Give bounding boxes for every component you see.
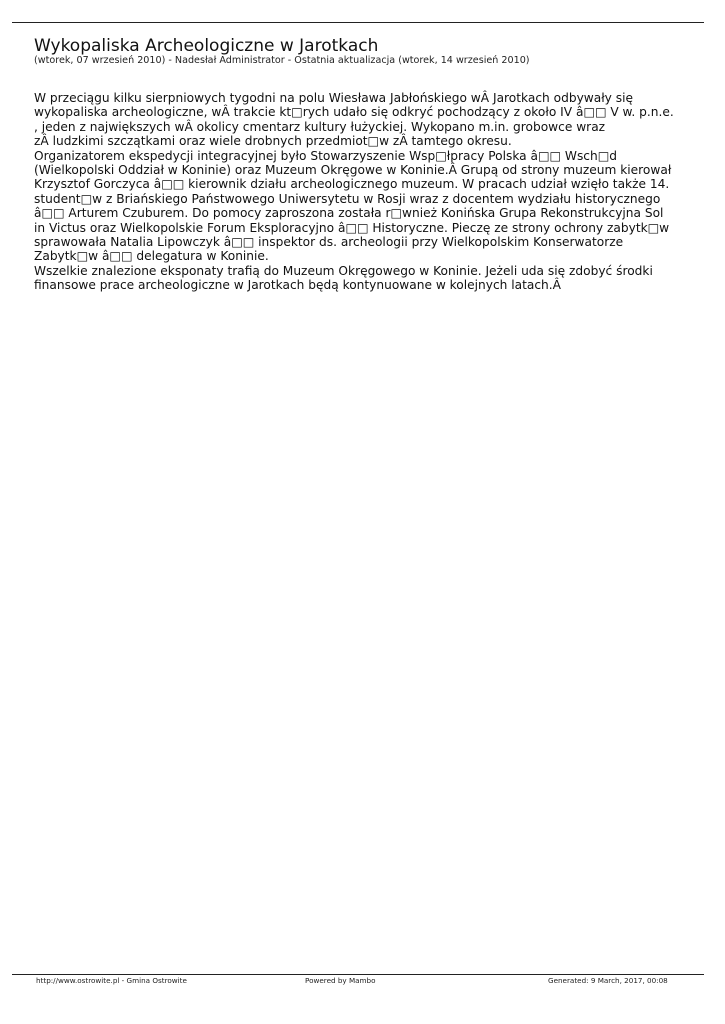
footer-rule [12, 974, 704, 975]
article-title: Wykopaliska Archeologiczne w Jarotkach [34, 36, 379, 56]
footer-generated-date: Generated: 9 March, 2017, 00:08 [548, 976, 668, 985]
article-body [34, 91, 694, 293]
body-line: wykopaliska archeologiczne, wÂ trakcie kt□rych udało się odkryć pochodzący z około IV â□□ V w. p.n.e. [34, 105, 674, 120]
body-line: W przeciągu kilku sierpniowych tygodni na polu Wiesława Jabłońskiego wÂ Jarotkach odbywały się [34, 91, 633, 105]
body-line: Krzysztof Gorczyca â□□ kierownik działu archeologicznego muzeum. W pracach udział wzięło także 14. [34, 177, 670, 192]
footer-site-link[interactable]: http://www.ostrowite.pl - Gmina Ostrowite [36, 976, 187, 985]
body-line: Organizatorem ekspedycji integracyjnej było Stowarzyszenie Wsp□łpracy Polska â□□ Wsch□d [34, 148, 617, 163]
article-meta: (wtorek, 07 wrzesień 2010) - Nadesłał Administrator - Ostatnia aktualizacja (wtorek, 14 wrzesień 2010) [34, 55, 530, 66]
body-line: student□w z Briańskiego Państwowego Uniwersytetu w Rosji wraz z docentem wydziału historycznego [34, 191, 661, 206]
body-line: Wszelkie znalezione eksponaty trafią do Muzeum Okręgowego w Koninie. Jeżeli uda się zdobyć środki [34, 263, 653, 278]
body-line: (Wielkopolski Oddział w Koninie) oraz Muzeum Okręgowe w Koninie.Â Grupą od strony muzeum kierował [34, 163, 672, 178]
header-rule [12, 22, 704, 23]
body-line: , jeden z największych wÂ okolicy cmentarz kultury łużyckiej. Wykopano m.in. grobowce wraz [34, 119, 606, 134]
body-line: â□□ Arturem Czuburem. Do pomocy zaproszona została r□wnież Konińska Grupa Rekonstrukcyjna Sol [34, 206, 664, 221]
body-line: finansowe prace archeologiczne w Jarotkach będą kontynuowane w kolejnych latach.Â [34, 278, 561, 293]
body-line: in Victus oraz Wielkopolskie Forum Eksploracyjno â□□ Historyczne. Pieczę ze strony ochrony zabytk□w [34, 220, 670, 235]
footer-powered-by: Powered by Mambo [305, 976, 376, 985]
body-line: Zabytk□w â□□ delegatura w Koninie. [34, 249, 269, 264]
body-line: sprawowała Natalia Lipowczyk â□□ inspektor ds. archeologii przy Wielkopolskim Konserwatorze [34, 235, 624, 250]
body-line: zÂ ludzkimi szczątkami oraz wiele drobnych przedmiot□w zÂ tamtego okresu. [34, 134, 512, 149]
